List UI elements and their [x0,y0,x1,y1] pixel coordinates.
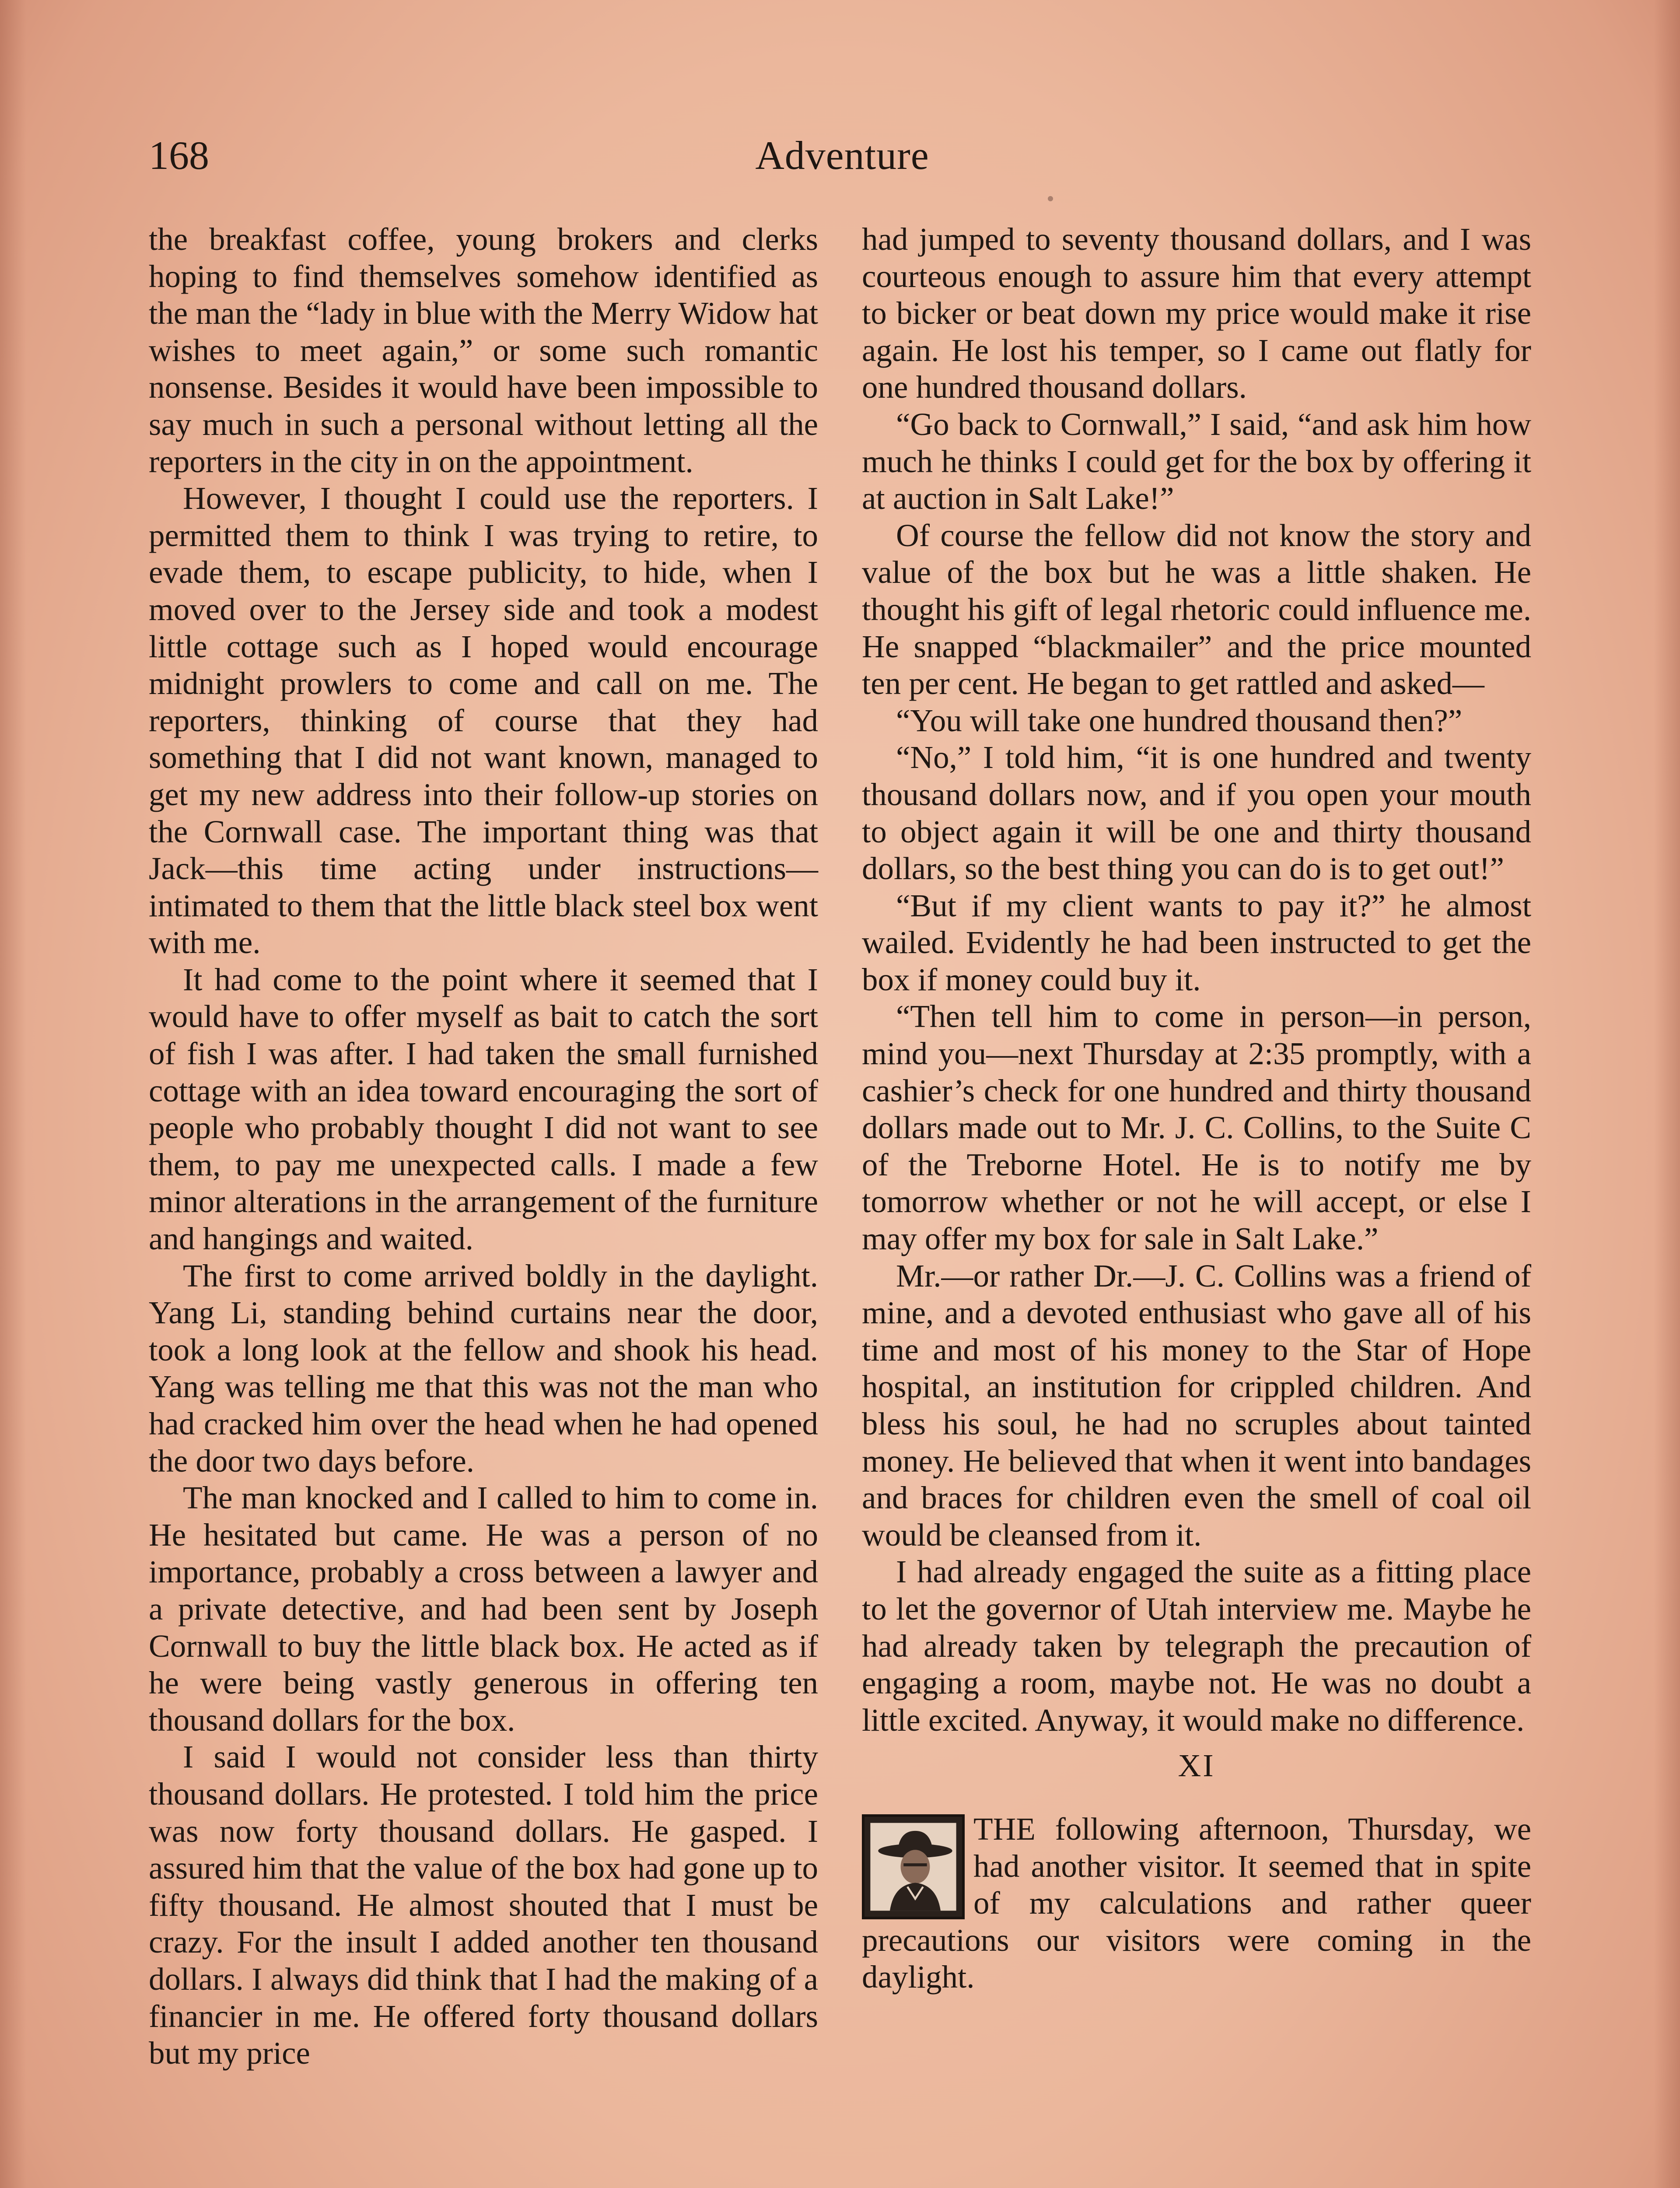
paragraph: “No,” I told him, “it is one hundred and twenty thousand dollars now, and if you open your mouth to object again it will be one and thirty thousand dollars, so the best thing you can do is to get out!” [862,740,1531,887]
paragraph: “Then tell him to come in person—in person, mind you—next Thursday at 2:35 promptly, with a cashier’s check for one hundred and thirty thousand dollars made out to Mr. J. C. Collins, to the Suite C of the Treborne Hotel. He is to notify me by tomorrow whether or not he will accept, or else I may offer my box for sale in Salt Lake.” [862,999,1531,1257]
paragraph: the breakfast coffee, young brokers and clerks hoping to find themselves somehow identified as the man the “lady in blue with the Merry Widow hat wishes to meet again,” or some such romantic nonsense. Besides it would have been impossible to say much in such a personal without letting all the reporters in the city in on the appointment. [149,221,818,479]
page-edge-shadow-left [0,0,26,2188]
dropcap-paragraph [862,1811,1531,1996]
left-column [149,221,818,2072]
right-column [862,221,1531,1996]
chapter-heading: XI [1178,1748,1215,1784]
paragraph: I said I would not consider less than thirty thousand dollars. He protested. I told him the price was now forty thousand dollars. He gasped. I assured him that the value of the box had gone up to fifty thousand. He almost shouted that I must be crazy. For the insult I added another ten thousand dollars. I always did think that I had the making of a financier in me. He offered forty thousand dollars but my price [149,1739,818,2071]
running-title: Adventure [755,133,929,178]
paragraph: had jumped to seventy thousand dollars, and I was courteous enough to assure him that every attempt to bicker or beat down my price would make it rise again. He lost his temper, so I came out flatly for one hundred thousand dollars. [862,221,1531,405]
paragraph: It had come to the point where it seemed that I would have to offer myself as bait to catch the sort of fish I was after. I had taken the small furnished cottage with an idea toward encouraging the sort of people who probably thought I did not want to see them, to pay me unexpected calls. I made a few minor alterations in the arrangement of the furniture and hangings and waited. [149,961,818,1257]
paragraph: The man knocked and I called to him to come in. He hesitated but came. He was a person of no importance, probably a cross between a lawyer and a private detective, and had been sent by Joseph Cornwall to buy the little black box. He acted as if he were being vastly generous in offering ten thousand dollars for the box. [149,1480,818,1738]
paper-speck [1048,196,1053,201]
paragraph: “Go back to Cornwall,” I said, “and ask him how much he thinks I could get for the box by offering it at auction in Salt Lake!” [862,406,1531,516]
paper-speck [633,1052,638,1058]
page-number: 168 [149,133,209,178]
paragraph: “But if my client wants to pay it?” he almost wailed. Evidently he had been instructed to get the box if money could buy it. [862,887,1531,997]
dropcap-paragraph-text: THE following afternoon, Thursday, we had another visitor. It seemed that in spite of my calculations and rather queer precautions our visitors were coming in the daylight. [862,1811,1531,1995]
paragraph: “You will take one hundred thousand then?” [896,702,1463,738]
paragraph: However, I thought I could use the reporters. I permitted them to think I was trying to retire, to evade them, to escape publicity, to hide, when I moved over to the Jersey side and took a modest little cottage such as I hoped would encourage midnight prowlers to come and call on me. The reporters, thinking of course that they had something that I did not want known, managed to get my new address into their follow-up stories on the Cornwall case. The important thing was that Jack—this time acting under instructions—intimated to them that the little black steel box went with me. [149,480,818,961]
page-header [149,129,1536,186]
paragraph: The first to come arrived boldly in the daylight. Yang Li, standing behind curtains near the door, took a long look at the fellow and shook his head. Yang was telling me that this was not the man who had cracked him over the head when he had opened the door two days before. [149,1258,818,1479]
paragraph: Of course the fellow did not know the story and value of the box but he was a little shaken. He thought his gift of legal rhetoric could influence me. He snapped “blackmailer” and the price mounted ten per cent. He began to get rattled and asked— [862,517,1531,701]
paragraph: Mr.—or rather Dr.—J. C. Collins was a friend of mine, and a devoted enthusiast who gave all of his time and most of his money to the Star of Hope hospital, an institution for crippled children. And bless his soul, he had no scruples about tainted money. He believed that when it went into bandages and braces for children even the smell of coal oil would be cleansed from it. [862,1258,1531,1553]
page-edge-shadow-right [1654,0,1680,2188]
cowboy-portrait-icon [862,1814,965,1919]
paragraph: I had already engaged the suite as a fitting place to let the governor of Utah interview me. Maybe he had already taken by telegraph the precaution of engaging a room, maybe not. He was no doubt a little excited. Anyway, it would make no difference. [862,1554,1531,1738]
